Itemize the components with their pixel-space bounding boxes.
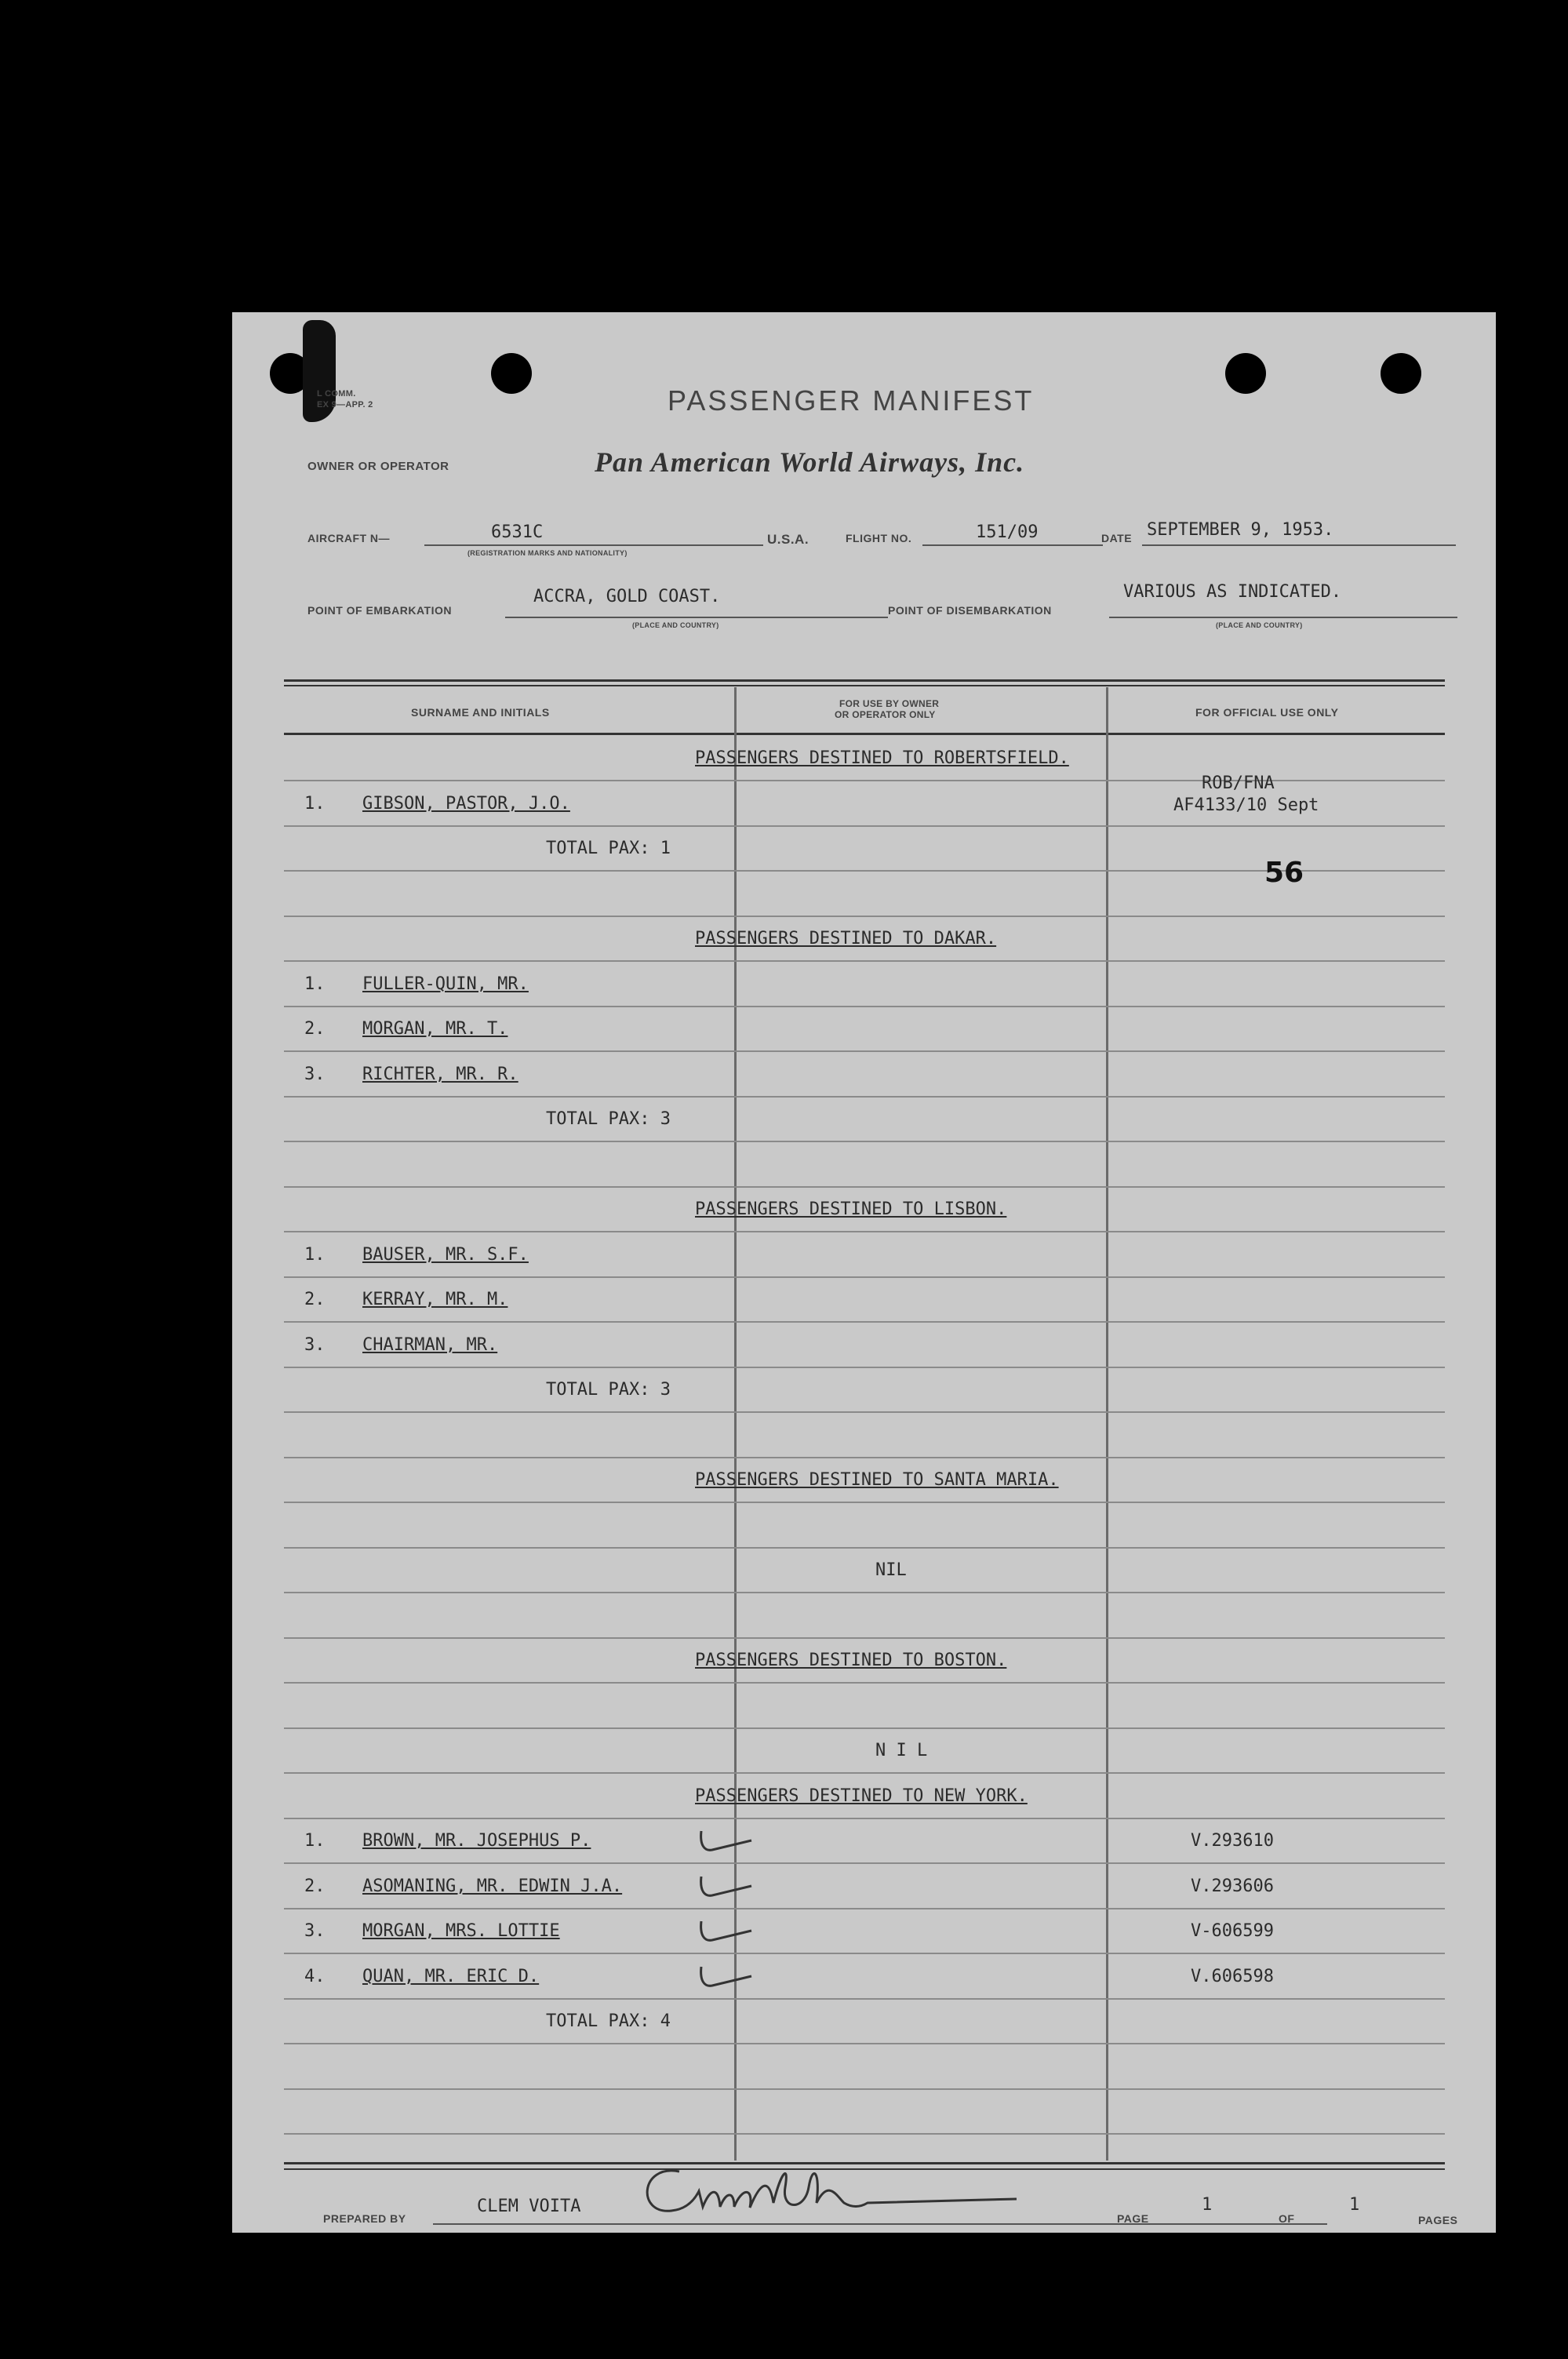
disembarkation-underline [1109, 617, 1457, 618]
table-row [232, 1593, 1496, 1639]
total-pax: TOTAL PAX: 3 [546, 1380, 671, 1400]
nil-label: NIL [875, 1560, 907, 1580]
form-reference-line1: L COMM. [317, 389, 356, 399]
punch-hole [491, 353, 532, 394]
passenger-number: 3. [304, 1065, 326, 1084]
table-row [232, 1367, 1496, 1413]
official-entry: V.606598 [1191, 1967, 1274, 1986]
signature [624, 2156, 1032, 2226]
col-header-owner-line1: FOR USE BY OWNER [839, 698, 940, 709]
col-header-owner-line2: OR OPERATOR ONLY [835, 709, 936, 720]
aircraft-label: AIRCRAFT N— [307, 532, 391, 544]
total-pax: TOTAL PAX: 3 [546, 1109, 671, 1129]
passenger-name: MORGAN, MRS. LOTTIE [362, 1921, 560, 1941]
passenger-number: 1. [304, 1245, 326, 1265]
section-heading: PASSENGERS DESTINED TO LISBON. [695, 1200, 1007, 1219]
passenger-number: 1. [304, 1831, 326, 1851]
table-top-rule [284, 685, 1445, 686]
table-row [232, 736, 1496, 781]
owner-name: Pan American World Airways, Inc. [595, 446, 1025, 478]
embarkation-label: POINT OF EMBARKATION [307, 604, 452, 617]
passenger-name: FULLER-QUIN, MR. [362, 974, 529, 994]
passenger-name: ASOMANING, MR. EDWIN J.A. [362, 1877, 623, 1896]
passenger-name: KERRAY, MR. M. [362, 1290, 508, 1309]
aircraft-value: 6531C [491, 522, 544, 542]
table-row [232, 1999, 1496, 2044]
checkmark-icon [697, 1826, 759, 1858]
passenger-name: BROWN, MR. JOSEPHUS P. [362, 1831, 591, 1851]
table-row [232, 1142, 1496, 1188]
table-row [232, 1864, 1496, 1909]
table-row [232, 1548, 1496, 1593]
prepared-label: PREPARED BY [323, 2212, 406, 2225]
stamp-number: 56 [1264, 857, 1304, 889]
official-entry: V.293610 [1191, 1831, 1274, 1851]
passenger-name: CHAIRMAN, MR. [362, 1335, 498, 1355]
form-title: PASSENGER MANIFEST [668, 384, 1035, 417]
table-row [232, 1097, 1496, 1142]
table-row [232, 1052, 1496, 1098]
official-entry: V-606599 [1191, 1921, 1274, 1941]
col-header-surname: SURNAME AND INITIALS [411, 706, 550, 719]
passenger-number: 3. [304, 1921, 326, 1941]
table-row [232, 1277, 1496, 1323]
nil-label: N I L [875, 1741, 928, 1760]
table-row [232, 2044, 1496, 2090]
section-heading: PASSENGERS DESTINED TO NEW YORK. [695, 1786, 1028, 1806]
table-row [232, 1458, 1496, 1503]
table-row [232, 916, 1496, 962]
passenger-name: RICHTER, MR. R. [362, 1065, 518, 1084]
flight-value: 151/09 [976, 522, 1039, 542]
flight-label: FLIGHT NO. [846, 532, 912, 544]
passenger-name: QUAN, MR. ERIC D. [362, 1967, 540, 1986]
disembarkation-caption: (PLACE AND COUNTRY) [1216, 621, 1303, 629]
embarkation-value: ACCRA, GOLD COAST. [533, 587, 721, 606]
embarkation-caption: (PLACE AND COUNTRY) [632, 621, 719, 629]
aircraft-underline [424, 544, 763, 546]
passenger-number: 1. [304, 974, 326, 994]
passenger-number: 4. [304, 1967, 326, 1986]
checkmark-icon [697, 1917, 759, 1948]
total-pax: TOTAL PAX: 4 [546, 2011, 671, 2031]
table-row [232, 962, 1496, 1007]
table-row [232, 1007, 1496, 1052]
passenger-name: BAUSER, MR. S.F. [362, 1245, 529, 1265]
section-heading: PASSENGERS DESTINED TO ROBERTSFIELD. [695, 748, 1069, 768]
table-row [232, 774, 1496, 827]
table-row [232, 1774, 1496, 1819]
table-row [232, 1232, 1496, 1278]
passenger-number: 3. [304, 1335, 326, 1355]
passenger-number: 1. [304, 794, 326, 814]
punch-hole [1225, 353, 1266, 394]
table-row [232, 1818, 1496, 1864]
form-reference-line2: EX 9—APP. 2 [317, 400, 373, 410]
date-value: SEPTEMBER 9, 1953. [1147, 520, 1334, 540]
passenger-number: 2. [304, 1877, 326, 1896]
of-label: OF [1279, 2212, 1295, 2225]
table-row [232, 2089, 1496, 2135]
passenger-name: GIBSON, PASTOR, J.O. [362, 794, 570, 814]
row-rule [284, 2133, 1445, 2135]
col-header-official: FOR OFFICIAL USE ONLY [1195, 706, 1339, 719]
table-row [232, 1909, 1496, 1954]
date-underline [1142, 544, 1456, 546]
official-entry: AF4133/10 Sept [1173, 795, 1319, 815]
table-row [232, 1503, 1496, 1549]
section-heading: PASSENGERS DESTINED TO SANTA MARIA. [695, 1470, 1059, 1490]
section-heading: PASSENGERS DESTINED TO DAKAR. [695, 929, 997, 948]
prepared-value: CLEM VOITA [477, 2197, 581, 2216]
disembarkation-value: VARIOUS AS INDICATED. [1123, 582, 1342, 602]
disembarkation-label: POINT OF DISEMBARKATION [888, 604, 1052, 617]
table-row [232, 1954, 1496, 2000]
pages-label: PAGES [1418, 2214, 1458, 2226]
table-row [232, 1323, 1496, 1368]
table-row [232, 1684, 1496, 1729]
table-row [232, 1413, 1496, 1458]
table-row [232, 1728, 1496, 1774]
aircraft-caption: (REGISTRATION MARKS AND NATIONALITY) [467, 549, 628, 557]
official-note: ROB/FNA [1202, 774, 1275, 793]
table-row [232, 826, 1496, 872]
flight-underline [922, 544, 1103, 546]
passenger-number: 2. [304, 1290, 326, 1309]
manifest-sheet [232, 312, 1496, 2233]
page-value: 1 [1202, 2195, 1213, 2215]
checkmark-icon [697, 1962, 759, 1993]
embarkation-underline [505, 617, 888, 618]
table-top-rule [284, 679, 1445, 682]
section-heading: PASSENGERS DESTINED TO BOSTON. [695, 1651, 1007, 1670]
passenger-name: MORGAN, MR. T. [362, 1019, 508, 1039]
official-entry: V.293606 [1191, 1877, 1274, 1896]
date-label: DATE [1101, 532, 1133, 544]
table-row [232, 872, 1496, 917]
checkmark-icon [697, 1872, 759, 1903]
table-row [232, 1187, 1496, 1232]
table-row [232, 1638, 1496, 1684]
passenger-number: 2. [304, 1019, 326, 1039]
owner-label: OWNER OR OPERATOR [307, 460, 449, 473]
punch-hole [1381, 353, 1421, 394]
page-label: PAGE [1117, 2212, 1149, 2225]
usa-label: U.S.A. [767, 532, 809, 547]
of-value: 1 [1349, 2195, 1360, 2215]
total-pax: TOTAL PAX: 1 [546, 839, 671, 858]
header-bottom-rule [284, 733, 1445, 735]
